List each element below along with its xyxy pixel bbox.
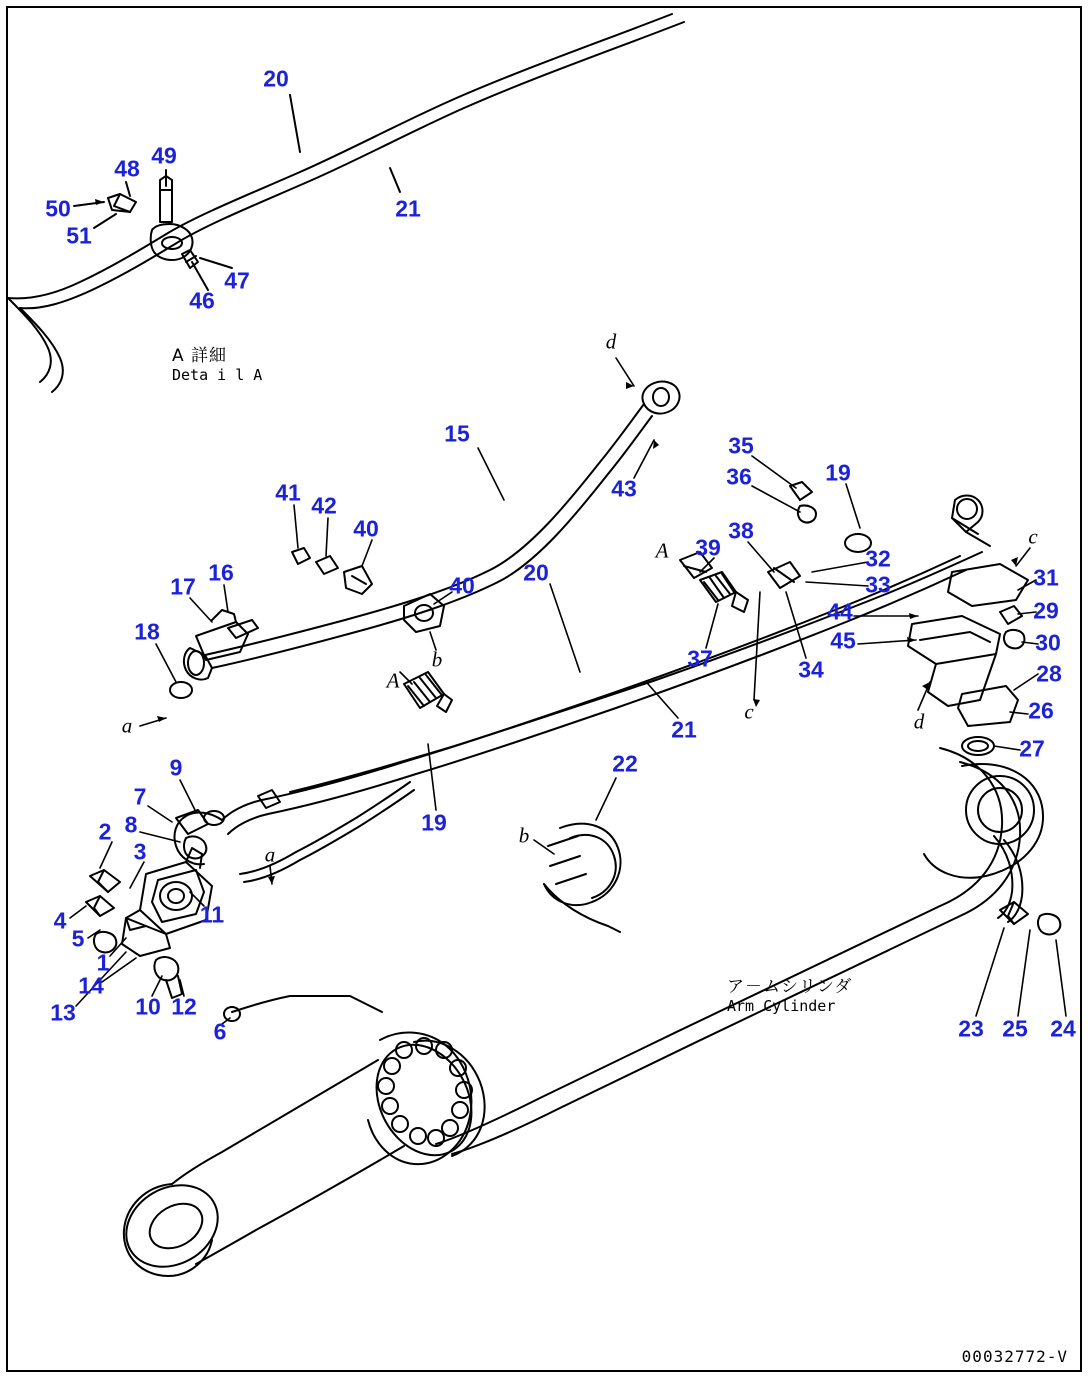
callout-number: 48 — [114, 155, 140, 182]
section-letter: A — [655, 538, 669, 563]
callout-number: 27 — [1019, 735, 1045, 762]
callout-number: 14 — [78, 972, 104, 999]
callout-number: 8 — [124, 811, 138, 838]
callout-number: 28 — [1036, 660, 1062, 687]
callout-number: 37 — [687, 645, 713, 672]
callout-number: 26 — [1028, 697, 1054, 724]
callout-number: 38 — [728, 517, 754, 544]
callout-number: 42 — [311, 492, 337, 519]
callout-number: 47 — [224, 267, 250, 294]
section-letter: b — [431, 647, 443, 672]
section-letter: c — [1028, 524, 1038, 549]
callout-number: 1 — [96, 949, 110, 976]
callout-number: 3 — [133, 838, 147, 865]
callout-number: 15 — [444, 420, 470, 447]
callout-number: 30 — [1035, 629, 1061, 656]
callout-number: 25 — [1002, 1015, 1028, 1042]
callout-number: 43 — [611, 475, 637, 502]
callout-number: 21 — [671, 716, 697, 743]
callout-number: 33 — [865, 571, 891, 598]
callout-number: 35 — [728, 432, 754, 459]
detail-a-note-en: Deta i l A — [172, 366, 263, 384]
drawing-number: 00032772-V — [961, 1347, 1068, 1366]
callout-number: 44 — [827, 598, 853, 625]
callout-number: 51 — [66, 222, 92, 249]
arm-cylinder-note-en: Arm Cylinder — [727, 997, 836, 1015]
detail-a-note-jp: A 詳細 — [172, 346, 228, 366]
callout-number: 45 — [830, 627, 856, 654]
section-letter: b — [518, 823, 530, 848]
callout-number: 21 — [395, 195, 421, 222]
callout-number: 23 — [958, 1015, 984, 1042]
callout-number: 29 — [1033, 597, 1059, 624]
callout-number: 19 — [825, 459, 851, 486]
callout-number: 6 — [213, 1018, 227, 1045]
callout-number: 10 — [135, 993, 161, 1020]
callout-number: 18 — [134, 618, 160, 645]
callout-number: 5 — [71, 925, 85, 952]
callout-number: 20 — [263, 65, 289, 92]
arm-cylinder-note — [727, 978, 852, 1016]
callout-number: 40 — [353, 515, 379, 542]
callout-number: 34 — [798, 656, 824, 683]
callout-number: 16 — [208, 559, 234, 586]
callout-number: 41 — [275, 479, 301, 506]
callout-number: 46 — [189, 287, 215, 314]
section-letter: d — [913, 709, 925, 734]
callout-number: 39 — [695, 534, 721, 561]
callout-number: 20 — [523, 559, 549, 586]
section-letter: d — [605, 329, 617, 354]
callout-number: 12 — [171, 993, 197, 1020]
callout-number: 2 — [98, 818, 112, 845]
section-letter: A — [386, 668, 400, 693]
callout-number: 24 — [1050, 1015, 1076, 1042]
callout-number: 13 — [50, 999, 76, 1026]
callout-number: 32 — [865, 545, 891, 572]
callout-number: 40 — [449, 572, 475, 599]
callout-number: 22 — [612, 750, 638, 777]
section-letter: a — [121, 713, 133, 738]
callout-number: 36 — [726, 463, 752, 490]
callout-number: 4 — [53, 907, 67, 934]
callout-number: 11 — [199, 901, 225, 928]
callout-number: 49 — [151, 142, 177, 169]
callout-number: 50 — [45, 195, 71, 222]
callout-number: 7 — [133, 783, 147, 810]
section-letter: a — [264, 842, 276, 867]
callout-number: 19 — [421, 809, 447, 836]
callout-number: 9 — [169, 754, 183, 781]
detail-a-note — [172, 347, 262, 385]
section-letter: c — [744, 699, 754, 724]
callout-number: 31 — [1033, 564, 1059, 591]
callout-number: 17 — [170, 573, 196, 600]
arm-cylinder-note-jp: ア－ムシリンダ — [727, 977, 853, 997]
